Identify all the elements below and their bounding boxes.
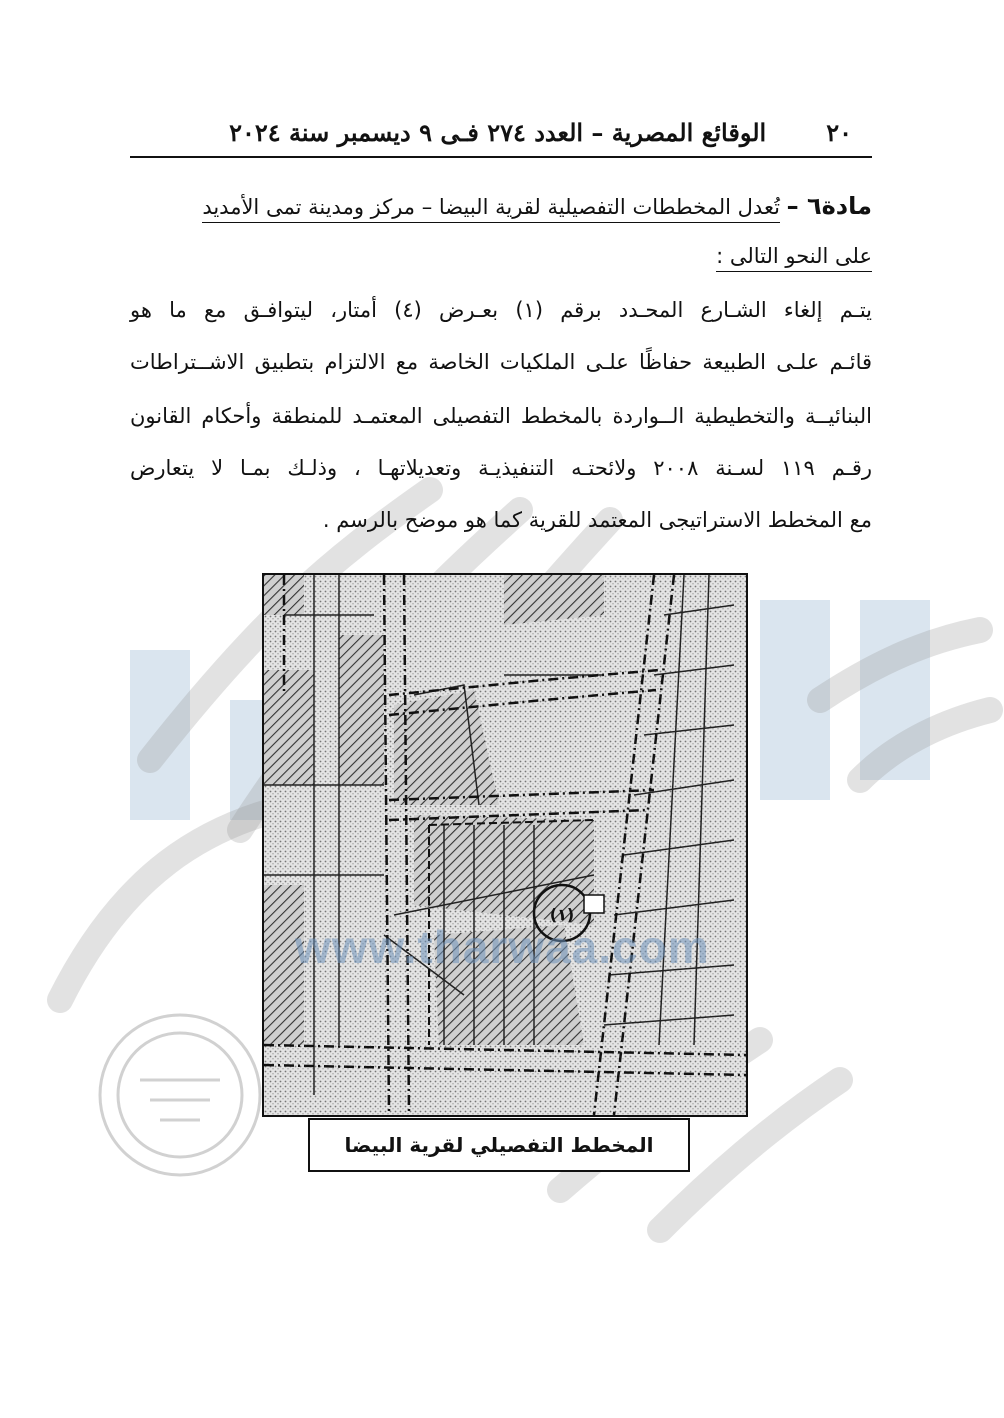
street-number-label: (١): [549, 905, 575, 924]
gazette-title: الوقائع المصرية – العدد ٢٧٤ فـى ٩ ديسمبر سنة ٢٠٢٤: [229, 117, 767, 147]
article-heading-line-2: [130, 244, 872, 268]
header-divider: [130, 156, 872, 158]
map-caption: المخطط التفصيلي لقرية البيضا: [308, 1118, 690, 1172]
body-line-4: رقـم ١١٩ لسـنة ٢٠٠٨ ولائحتـه التنفيذيـة وتعديلاتهـا ، وذلـك بمـا لا يتعارض: [130, 456, 873, 480]
body-line-2: قائـم علـى الطبيعة حفاظًا علـى الملكيات الخاصة مع الالتزام بتطبيق الاشــتراطات: [130, 350, 872, 374]
detailed-plan-map: [262, 573, 748, 1117]
article-title-line-1: تُعدل المخططات التفصيلية لقرية البيضا – مركز ومدينة تمى الأمديد: [202, 195, 780, 223]
page-number: ٢٠: [826, 117, 852, 147]
watermark-seal: [100, 1015, 260, 1175]
map-drawing: [264, 575, 746, 1115]
body-line-5: مع المخطط الاستراتيجى المعتمد للقرية كما هو موضح بالرسم .: [322, 508, 872, 532]
article-title-line-2: على النحو التالى :: [716, 244, 872, 272]
article-heading-line-1: [130, 192, 872, 220]
page-header: [130, 112, 872, 152]
article-label: مادة٦ –: [786, 192, 872, 220]
website-watermark: www.tharwaa.com: [295, 921, 710, 973]
body-line-1: يتـم إلغاء الشـارع المحـدد برقم (١) بعـرض (٤) أمتار، ليتوافـق مع ما هو: [130, 298, 873, 322]
body-line-3: البنائيــة والتخطيطية الــواردة بالمخطط التفصيلى المعتمـد للمنطقة وأحكام القانون: [130, 404, 872, 428]
